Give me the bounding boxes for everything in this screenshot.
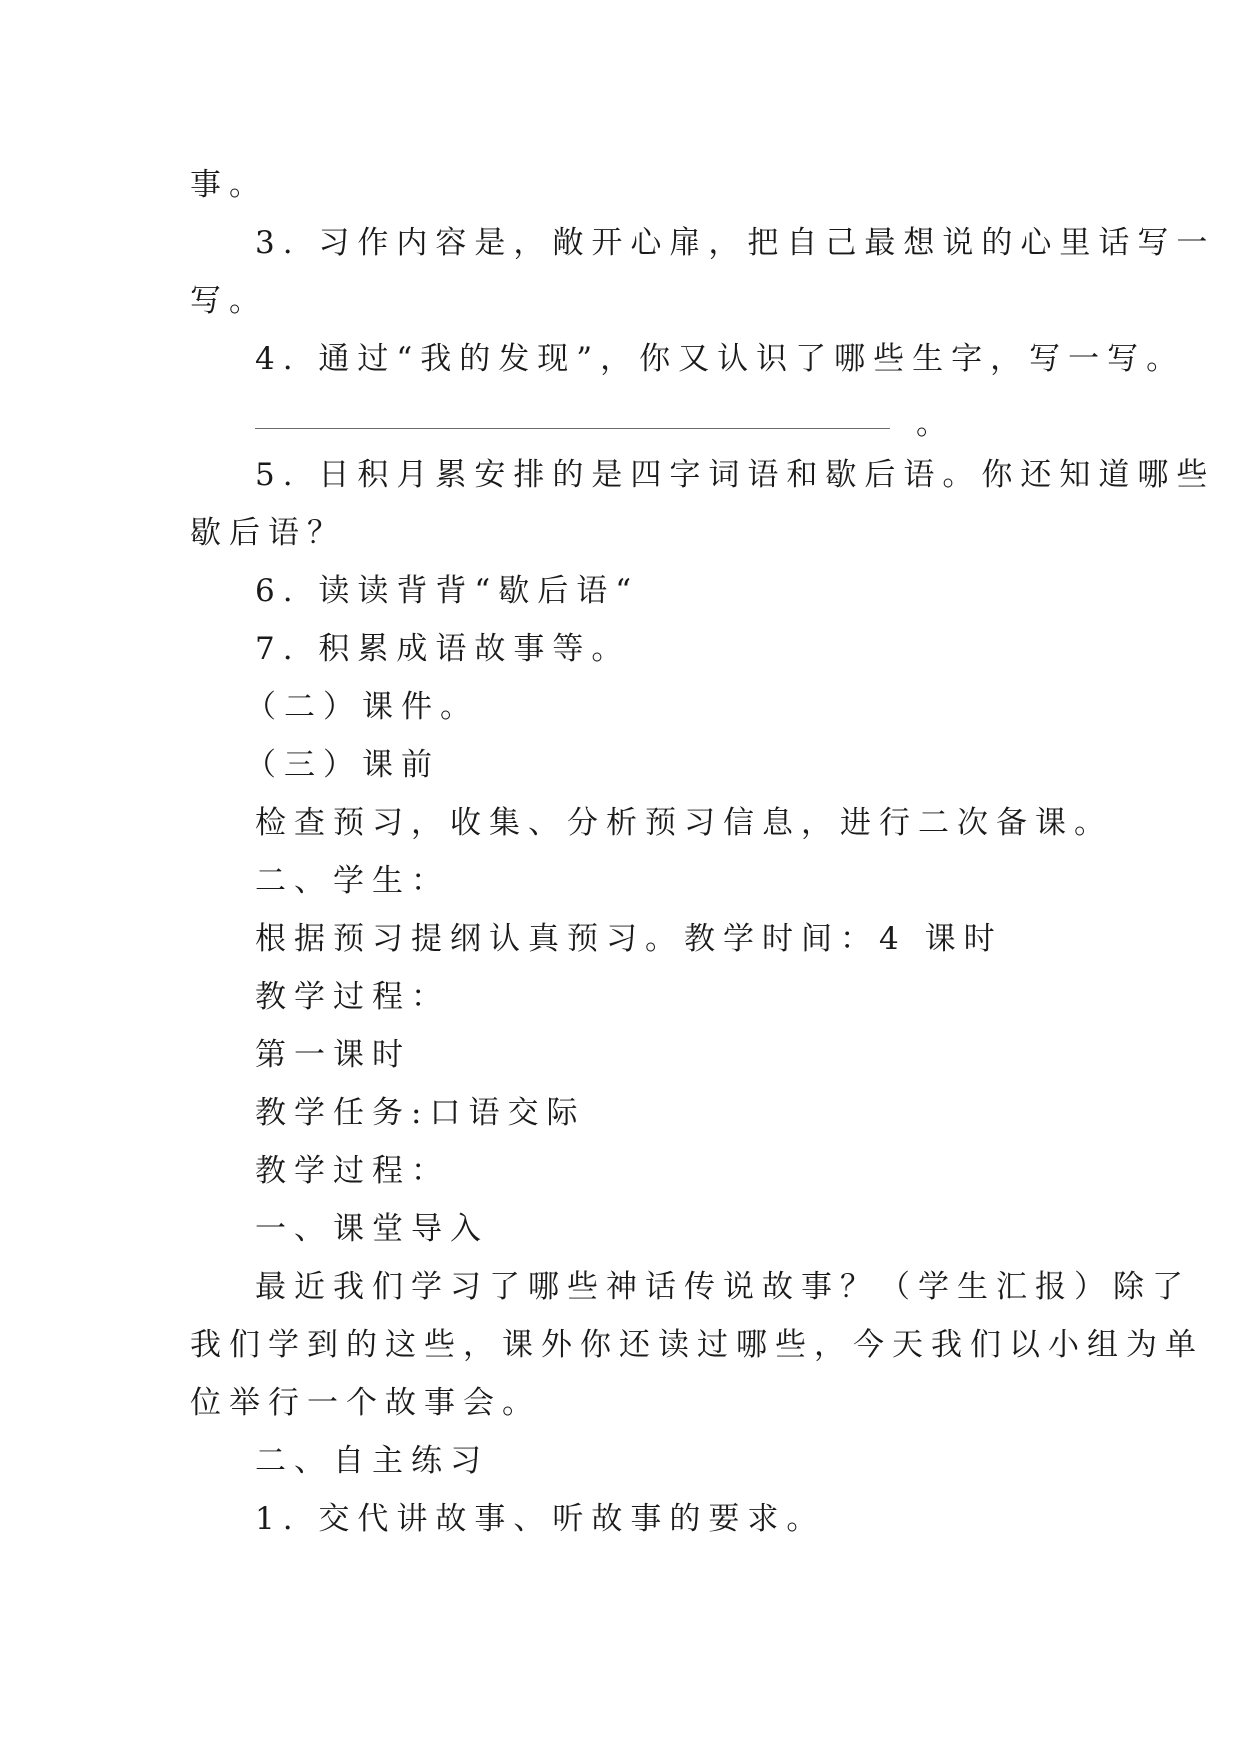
section-heading: 第一课时 [255, 1037, 411, 1073]
paragraph-line: 7. 积累成语故事等。 [255, 631, 631, 667]
section-heading: 二、学生： [255, 863, 450, 899]
paragraph-line: 写。 [190, 283, 268, 319]
section-heading: （二）课件。 [245, 689, 479, 725]
paragraph-line: 歇后语？ [190, 515, 346, 551]
section-heading: （三）课前 [245, 747, 440, 783]
paragraph-line: 教学任务:口语交际 [255, 1095, 586, 1131]
paragraph-line: 最近我们学习了哪些神话传说故事？（学生汇报）除了 [255, 1269, 1191, 1305]
section-heading: 教学过程： [255, 979, 450, 1015]
paragraph-line: 1. 交代讲故事、听故事的要求。 [255, 1501, 826, 1537]
paragraph-line: 位举行一个故事会。 [190, 1385, 541, 1421]
paragraph-line: 6. 读读背背“歇后语“ [255, 573, 640, 609]
paragraph-line: 5. 日积月累安排的是四字词语和歇后语。你还知道哪些 [255, 457, 1216, 493]
blank-end-period: 。 [916, 406, 947, 442]
paragraph-line: 3. 习作内容是，敞开心扉，把自己最想说的心里话写一 [255, 225, 1216, 261]
paragraph-line: 检查预习，收集、分析预习信息，进行二次备课。 [255, 805, 1113, 841]
paragraph-line: 事。 [190, 167, 268, 203]
paragraph-line: 我们学到的这些，课外你还读过哪些，今天我们以小组为单 [190, 1327, 1204, 1363]
section-heading: 二、自主练习 [255, 1443, 489, 1479]
paragraph-line: 4. 通过“我的发现”，你又认识了哪些生字，写一写。 [255, 341, 1186, 377]
section-heading: 一、课堂导入 [255, 1211, 489, 1247]
section-heading: 教学过程： [255, 1153, 450, 1189]
paragraph-line: 根据预习提纲认真预习。教学时间：4 课时 [255, 921, 1003, 957]
fill-in-blank-line [255, 428, 890, 429]
